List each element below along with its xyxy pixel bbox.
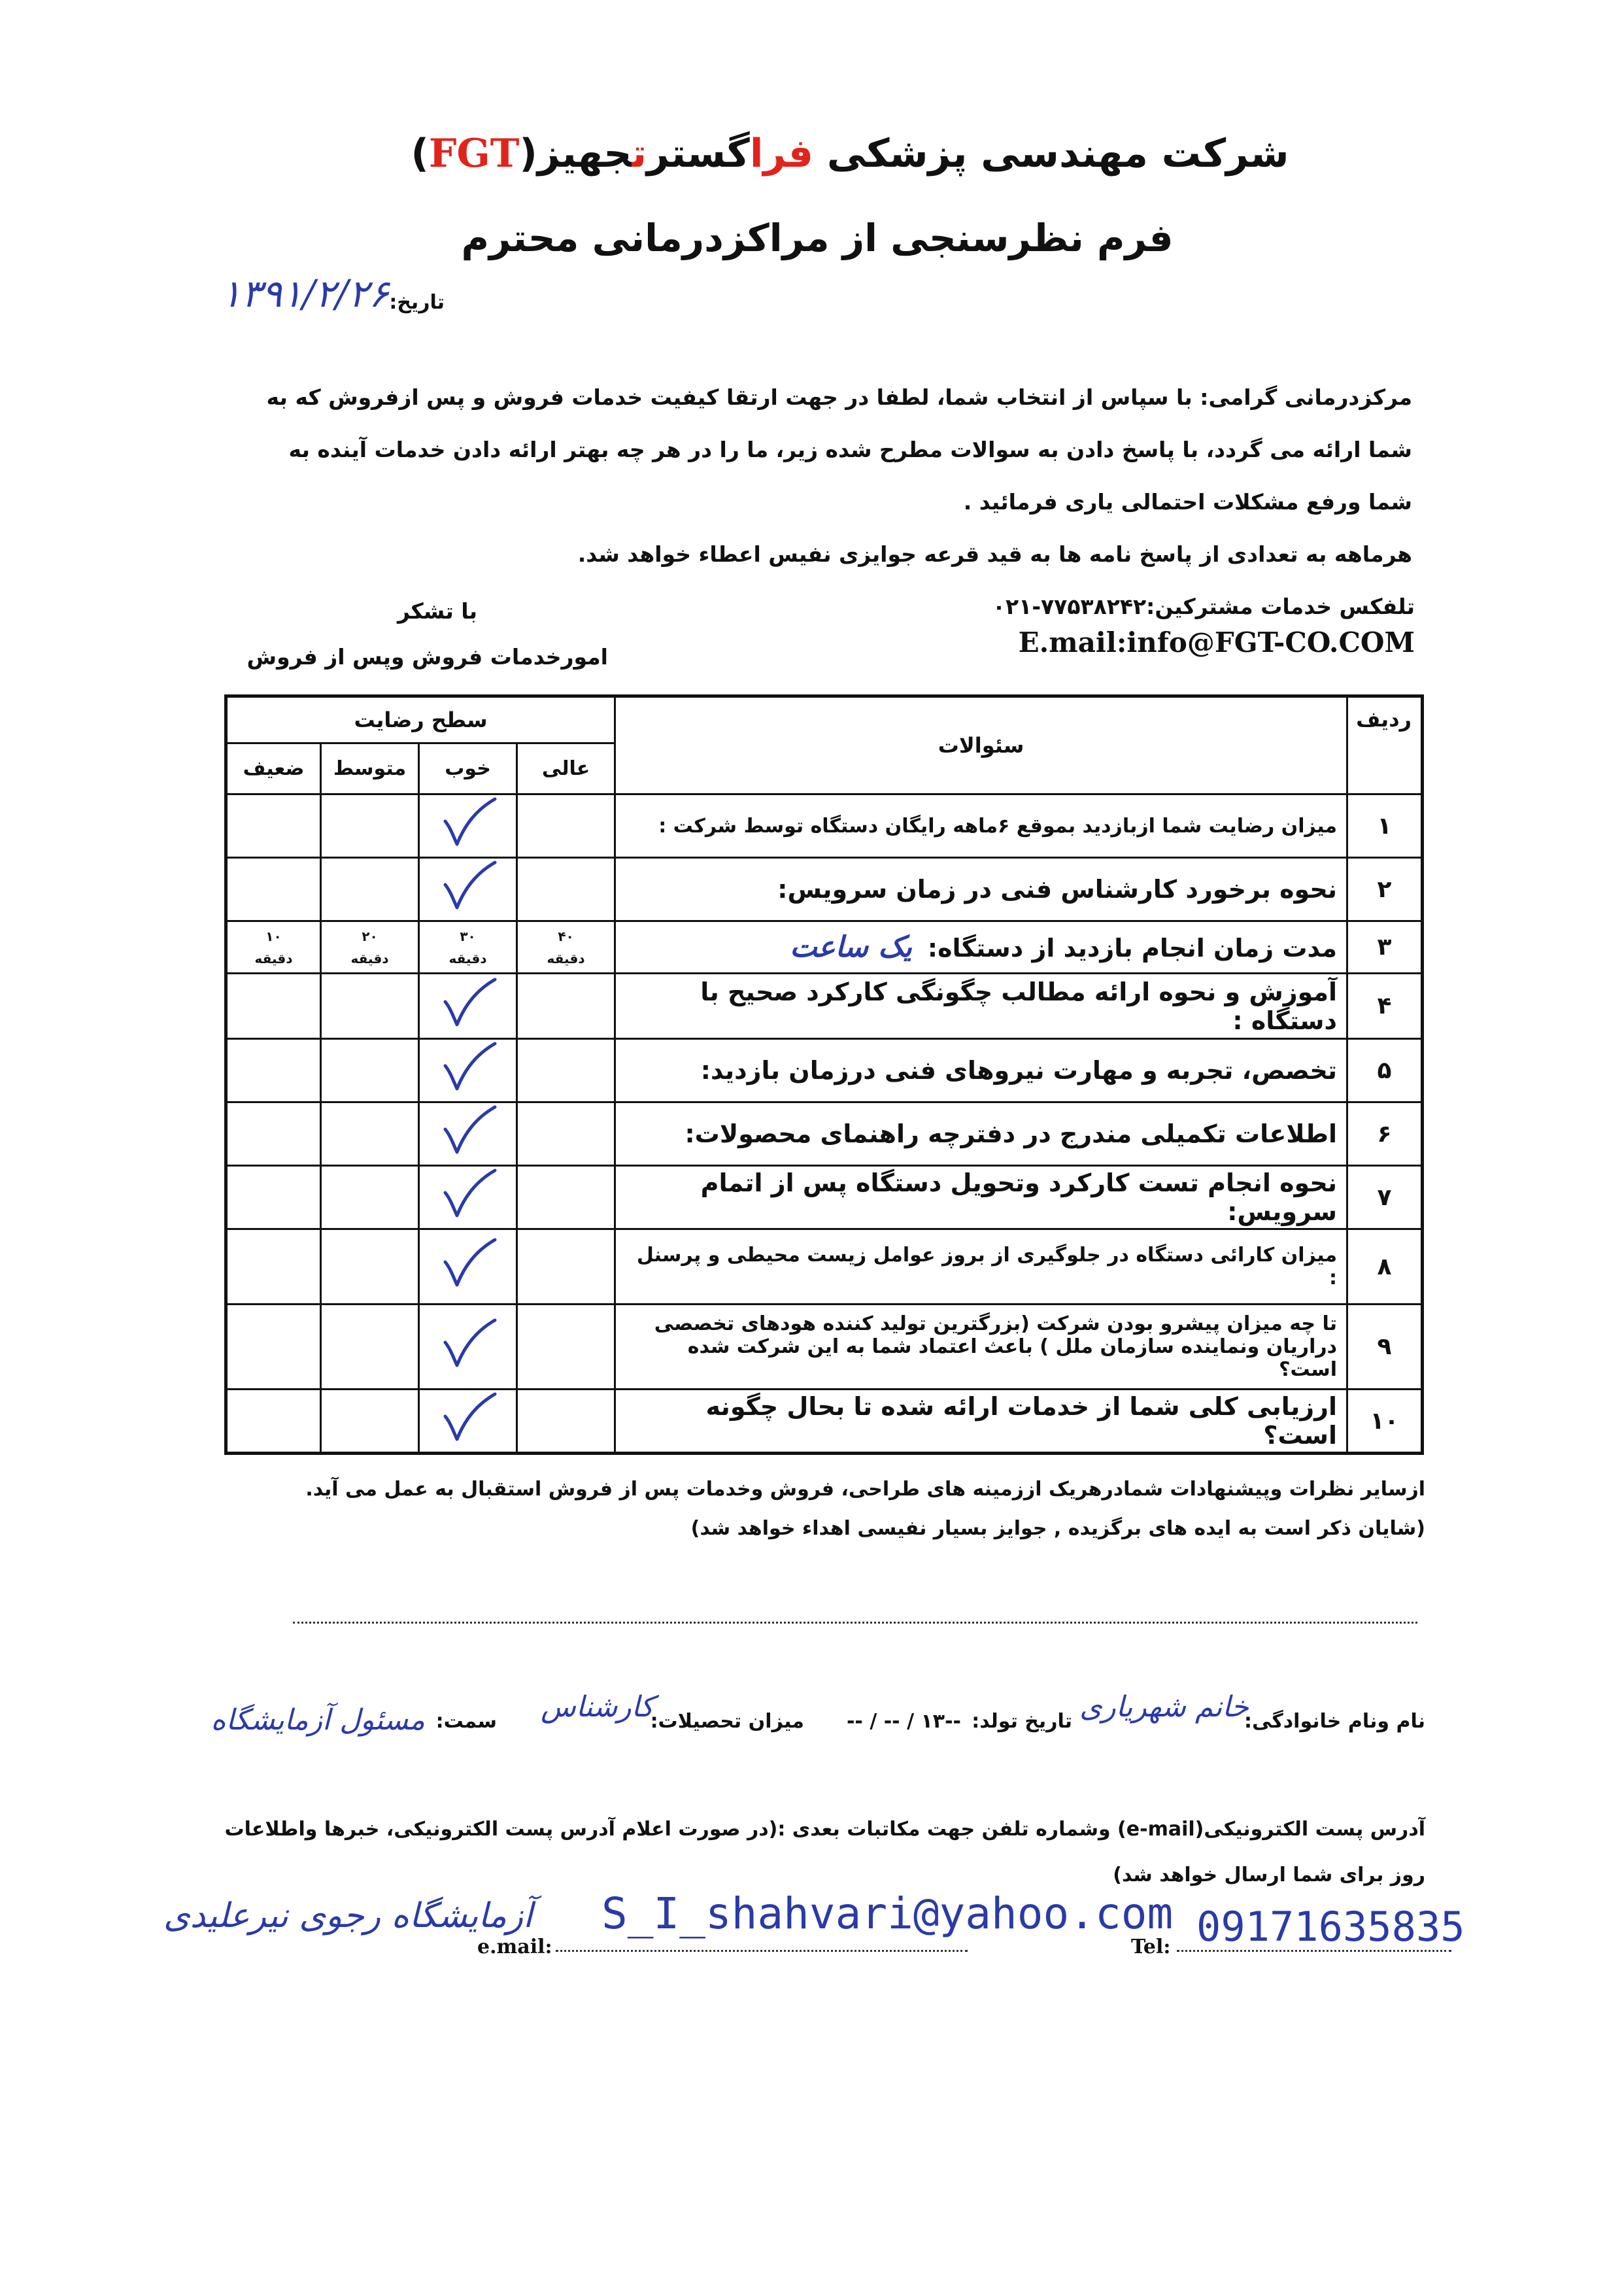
name-value[interactable]: خانم شهریاری (1079, 1690, 1249, 1724)
question-cell (615, 974, 1347, 1039)
table-row (226, 1305, 1423, 1390)
row-number: ۲ (1347, 858, 1423, 921)
rating-cell[interactable] (226, 1166, 321, 1229)
col-satisfaction-header: سطح رضایت (226, 696, 615, 743)
table-row (226, 794, 1423, 858)
footer-note-2: (شایان ذکر است به ایده های برگزیده , جوایز بسیار نفیسی اهداء خواهد شد) (690, 1517, 1425, 1540)
minutes-option[interactable] (226, 921, 321, 974)
minutes-number: ۱۰ (265, 928, 282, 944)
rating-cell[interactable] (517, 1390, 615, 1454)
handwritten-answer[interactable]: یک ساعت (790, 930, 912, 964)
suggestions-line[interactable] (293, 1615, 1417, 1624)
department-text: امورخدمات فروش وپس از فروش (246, 644, 608, 670)
tel-label: Tel: (1131, 1936, 1171, 1958)
rating-cell[interactable] (517, 1166, 615, 1229)
email-line (556, 1950, 968, 1952)
rating-cell[interactable] (517, 794, 615, 858)
date-value: ۱۳۹۱/۲/۲۶ (220, 271, 389, 316)
checkmark-icon (439, 1040, 498, 1099)
date-label: تاریخ: (389, 291, 445, 314)
minutes-number: ۳۰ (460, 928, 476, 944)
question-text: مدت زمان انجام بازدید از دستگاه: (927, 934, 1338, 963)
rating-cell[interactable] (226, 858, 321, 921)
question-text: میزان کارائی دستگاه در جلوگیری از بروز عوامل زیست محیطی و پرسنل : (636, 1244, 1338, 1289)
role-value[interactable]: مسئول آزمایشگاه (211, 1703, 425, 1737)
form-subtitle: فرم نظرسنجی از مراکزدرمانی محترم (461, 216, 1174, 260)
rating-cell[interactable] (517, 1102, 615, 1166)
row-number: ۳ (1347, 921, 1423, 974)
checkmark-icon (439, 976, 498, 1034)
thanks-text: با تشکر (398, 598, 477, 624)
checkmark-icon (439, 1236, 498, 1295)
title-mid-part: گستر (647, 131, 750, 177)
question-text: نحوه برخورد کارشناس فنی در زمان سرویس: (777, 875, 1338, 904)
minutes-unit: دقیقه (448, 950, 487, 966)
table-row (226, 1166, 1423, 1229)
rating-cell[interactable] (517, 1229, 615, 1305)
minutes-number: ۲۰ (362, 928, 378, 944)
table-row (226, 1102, 1423, 1166)
question-text: ارزیابی کلی شما از خدمات ارائه شده تا بحال چگونه است؟ (705, 1392, 1338, 1450)
rating-cell[interactable] (419, 1305, 517, 1390)
question-cell (615, 1102, 1347, 1166)
row-number: ۷ (1347, 1166, 1423, 1229)
question-text: آموزش و نحوه ارائه مطالب چگونگی کارکرد صحیح با دستگاه : (700, 977, 1338, 1035)
email-value[interactable]: S_I_shahvari@yahoo.com (601, 1888, 1174, 1939)
table-row (226, 921, 1423, 974)
title-close: ) (411, 131, 429, 177)
rating-cell[interactable] (419, 1102, 517, 1166)
education-label: میزان تحصیلات: (650, 1710, 804, 1733)
level-good: خوب (419, 743, 517, 794)
intro-paragraph (222, 371, 1412, 581)
rating-cell[interactable] (517, 974, 615, 1039)
question-cell (615, 1039, 1347, 1102)
role-label: سمت: (435, 1710, 497, 1733)
col-row-header: ردیف (1347, 696, 1423, 794)
question-cell (615, 1305, 1347, 1390)
survey-table (224, 694, 1424, 1455)
minutes-option[interactable] (321, 921, 419, 974)
row-number: ۸ (1347, 1229, 1423, 1305)
form-title (392, 131, 1308, 177)
checkmark-icon (439, 1316, 498, 1375)
title-prefix: شرکت مهندسی پزشکی (813, 131, 1289, 177)
dob-label: تاریخ تولد: (972, 1710, 1072, 1733)
minutes-option[interactable] (517, 921, 615, 974)
intro-line-3: شما ورفع مشکلات احتمالی یاری فرمائید . (963, 489, 1412, 515)
col-questions-header: سئوالات (615, 696, 1347, 794)
rating-cell[interactable] (419, 1390, 517, 1454)
telfax: تلفکس خدمات مشترکین:۷۷۵۳۸۲۴۲-۰۲۱ (992, 594, 1415, 619)
checkmark-icon (439, 859, 498, 917)
name-label: نام ونام خانوادگی: (1243, 1710, 1425, 1733)
rating-cell[interactable] (321, 794, 419, 858)
intro-line-1: مرکزدرمانی گرامی: با سپاس از انتخاب شما، لطفا در جهت ارتقا کیفیت خدمات فروش و پس ازفروش که به (266, 384, 1412, 410)
name-row (196, 1684, 1425, 1762)
date-block (220, 271, 445, 337)
level-excellent: عالی (517, 743, 615, 794)
dob-value[interactable]: -- / -- / ۱۳-- (846, 1710, 961, 1733)
rating-cell[interactable] (226, 794, 321, 858)
minutes-unit: دقیقه (254, 950, 293, 966)
rating-cell[interactable] (321, 1390, 419, 1454)
table-row (226, 858, 1423, 921)
checkmark-icon (439, 1167, 498, 1225)
question-cell (615, 794, 1347, 858)
question-cell (615, 921, 1347, 974)
survey-rows (226, 794, 1423, 1454)
rating-cell[interactable] (517, 1039, 615, 1102)
table-row (226, 974, 1423, 1039)
checkmark-icon (439, 1390, 498, 1449)
rating-cell[interactable] (321, 1305, 419, 1390)
table-row (226, 1229, 1423, 1305)
row-number: ۶ (1347, 1102, 1423, 1166)
question-cell (615, 1229, 1347, 1305)
rating-cell[interactable] (321, 1039, 419, 1102)
title-red-letter: ت (632, 131, 647, 177)
rating-cell[interactable] (419, 794, 517, 858)
row-number: ۵ (1347, 1039, 1423, 1102)
row-number: ۱ (1347, 794, 1423, 858)
row-number: ۹ (1347, 1305, 1423, 1390)
rating-cell[interactable] (419, 1039, 517, 1102)
rating-cell[interactable] (419, 1229, 517, 1305)
row-number: ۱۰ (1347, 1390, 1423, 1454)
contact-row (150, 1877, 1465, 1981)
title-brand: FGT (428, 131, 520, 177)
rating-cell[interactable] (321, 858, 419, 921)
email-label: e.mail: (477, 1936, 552, 1958)
rating-cell[interactable] (226, 1229, 321, 1305)
question-cell (615, 1390, 1347, 1454)
rating-cell[interactable] (419, 974, 517, 1039)
rating-cell[interactable] (226, 1390, 321, 1454)
company-email: E.mail:info@FGT-CO.COM (1018, 626, 1415, 658)
question-text: تا چه میزان پیشرو بودن شرکت (بزرگترین تولید کننده هودهای تخصصی دراریان ونماینده سازمان ملل ) باعث اعتماد شما به این شرکت شده است؟ (654, 1312, 1338, 1381)
question-cell (615, 1166, 1347, 1229)
title-red-part: فرا (749, 131, 813, 177)
checkmark-icon (439, 1103, 498, 1162)
rating-cell[interactable] (226, 1305, 321, 1390)
tel-value[interactable]: 09171635835 (1196, 1903, 1465, 1951)
address-line-1: آدرس پست الکترونیکی(e-mail) وشماره تلفن جهت مکاتبات بعدی :(در صورت اعلام آدرس پست الکترونیکی، خبرها واطلاعات (224, 1818, 1425, 1841)
rating-cell[interactable] (321, 1102, 419, 1166)
minutes-unit: دقیقه (350, 950, 389, 966)
level-weak: ضعیف (226, 743, 321, 794)
education-value[interactable]: کارشناس (541, 1690, 654, 1724)
intro-line-2: شما ارائه می گردد، با پاسخ دادن به سوالات مطرح شده زیر، ما را در هر چه بهتر ارائه دادن خدمات آینده به (288, 437, 1412, 462)
rating-cell[interactable] (419, 858, 517, 921)
title-suffix: جهیز( (519, 131, 632, 177)
question-text: اطلاعات تکمیلی مندرج در دفترچه راهنمای محصولات: (685, 1119, 1338, 1148)
row-number: ۴ (1347, 974, 1423, 1039)
rating-cell[interactable] (419, 1166, 517, 1229)
rating-cell[interactable] (226, 974, 321, 1039)
minutes-number: ۴۰ (558, 928, 574, 944)
rating-cell[interactable] (321, 1166, 419, 1229)
question-text: میزان رضایت شما ازبازدید بموقع ۶ماهه رایگان دستگاه توسط شرکت : (658, 814, 1338, 838)
question-cell (615, 858, 1347, 921)
checkmark-icon (439, 795, 498, 854)
rating-cell[interactable] (321, 1229, 419, 1305)
question-text: نحوه انجام تست کارکرد وتحویل دستگاه پس از اتمام سرویس: (700, 1169, 1338, 1226)
intro-line-4: هرماهه به تعدادی از پاسخ نامه ها به قید قرعه جوایزی نفیس اعطاء خواهد شد. (577, 541, 1412, 567)
question-text: تخصص، تجربه و مهارت نیروهای فنی درزمان بازدید: (700, 1056, 1338, 1085)
table-row (226, 1390, 1423, 1454)
level-average: متوسط (321, 743, 419, 794)
minutes-option[interactable] (419, 921, 517, 974)
rating-cell[interactable] (226, 1039, 321, 1102)
minutes-unit: دقیقه (547, 950, 585, 966)
organization-value[interactable]: آزمایشگاه رجوی نیرعلیدی (163, 1896, 533, 1936)
table-row (226, 1039, 1423, 1102)
rating-cell[interactable] (321, 974, 419, 1039)
rating-cell[interactable] (226, 1102, 321, 1166)
footer-note-1: ازسایر نظرات وپیشنهادات شمادرهریک اززمینه های طراحی، فروش وخدمات پس از فروش استقبال به عمل می آید. (305, 1478, 1425, 1501)
rating-cell[interactable] (517, 858, 615, 921)
address-line-2: روز برای شما ارسال خواهد شد) (1113, 1864, 1425, 1886)
rating-cell[interactable] (517, 1305, 615, 1390)
